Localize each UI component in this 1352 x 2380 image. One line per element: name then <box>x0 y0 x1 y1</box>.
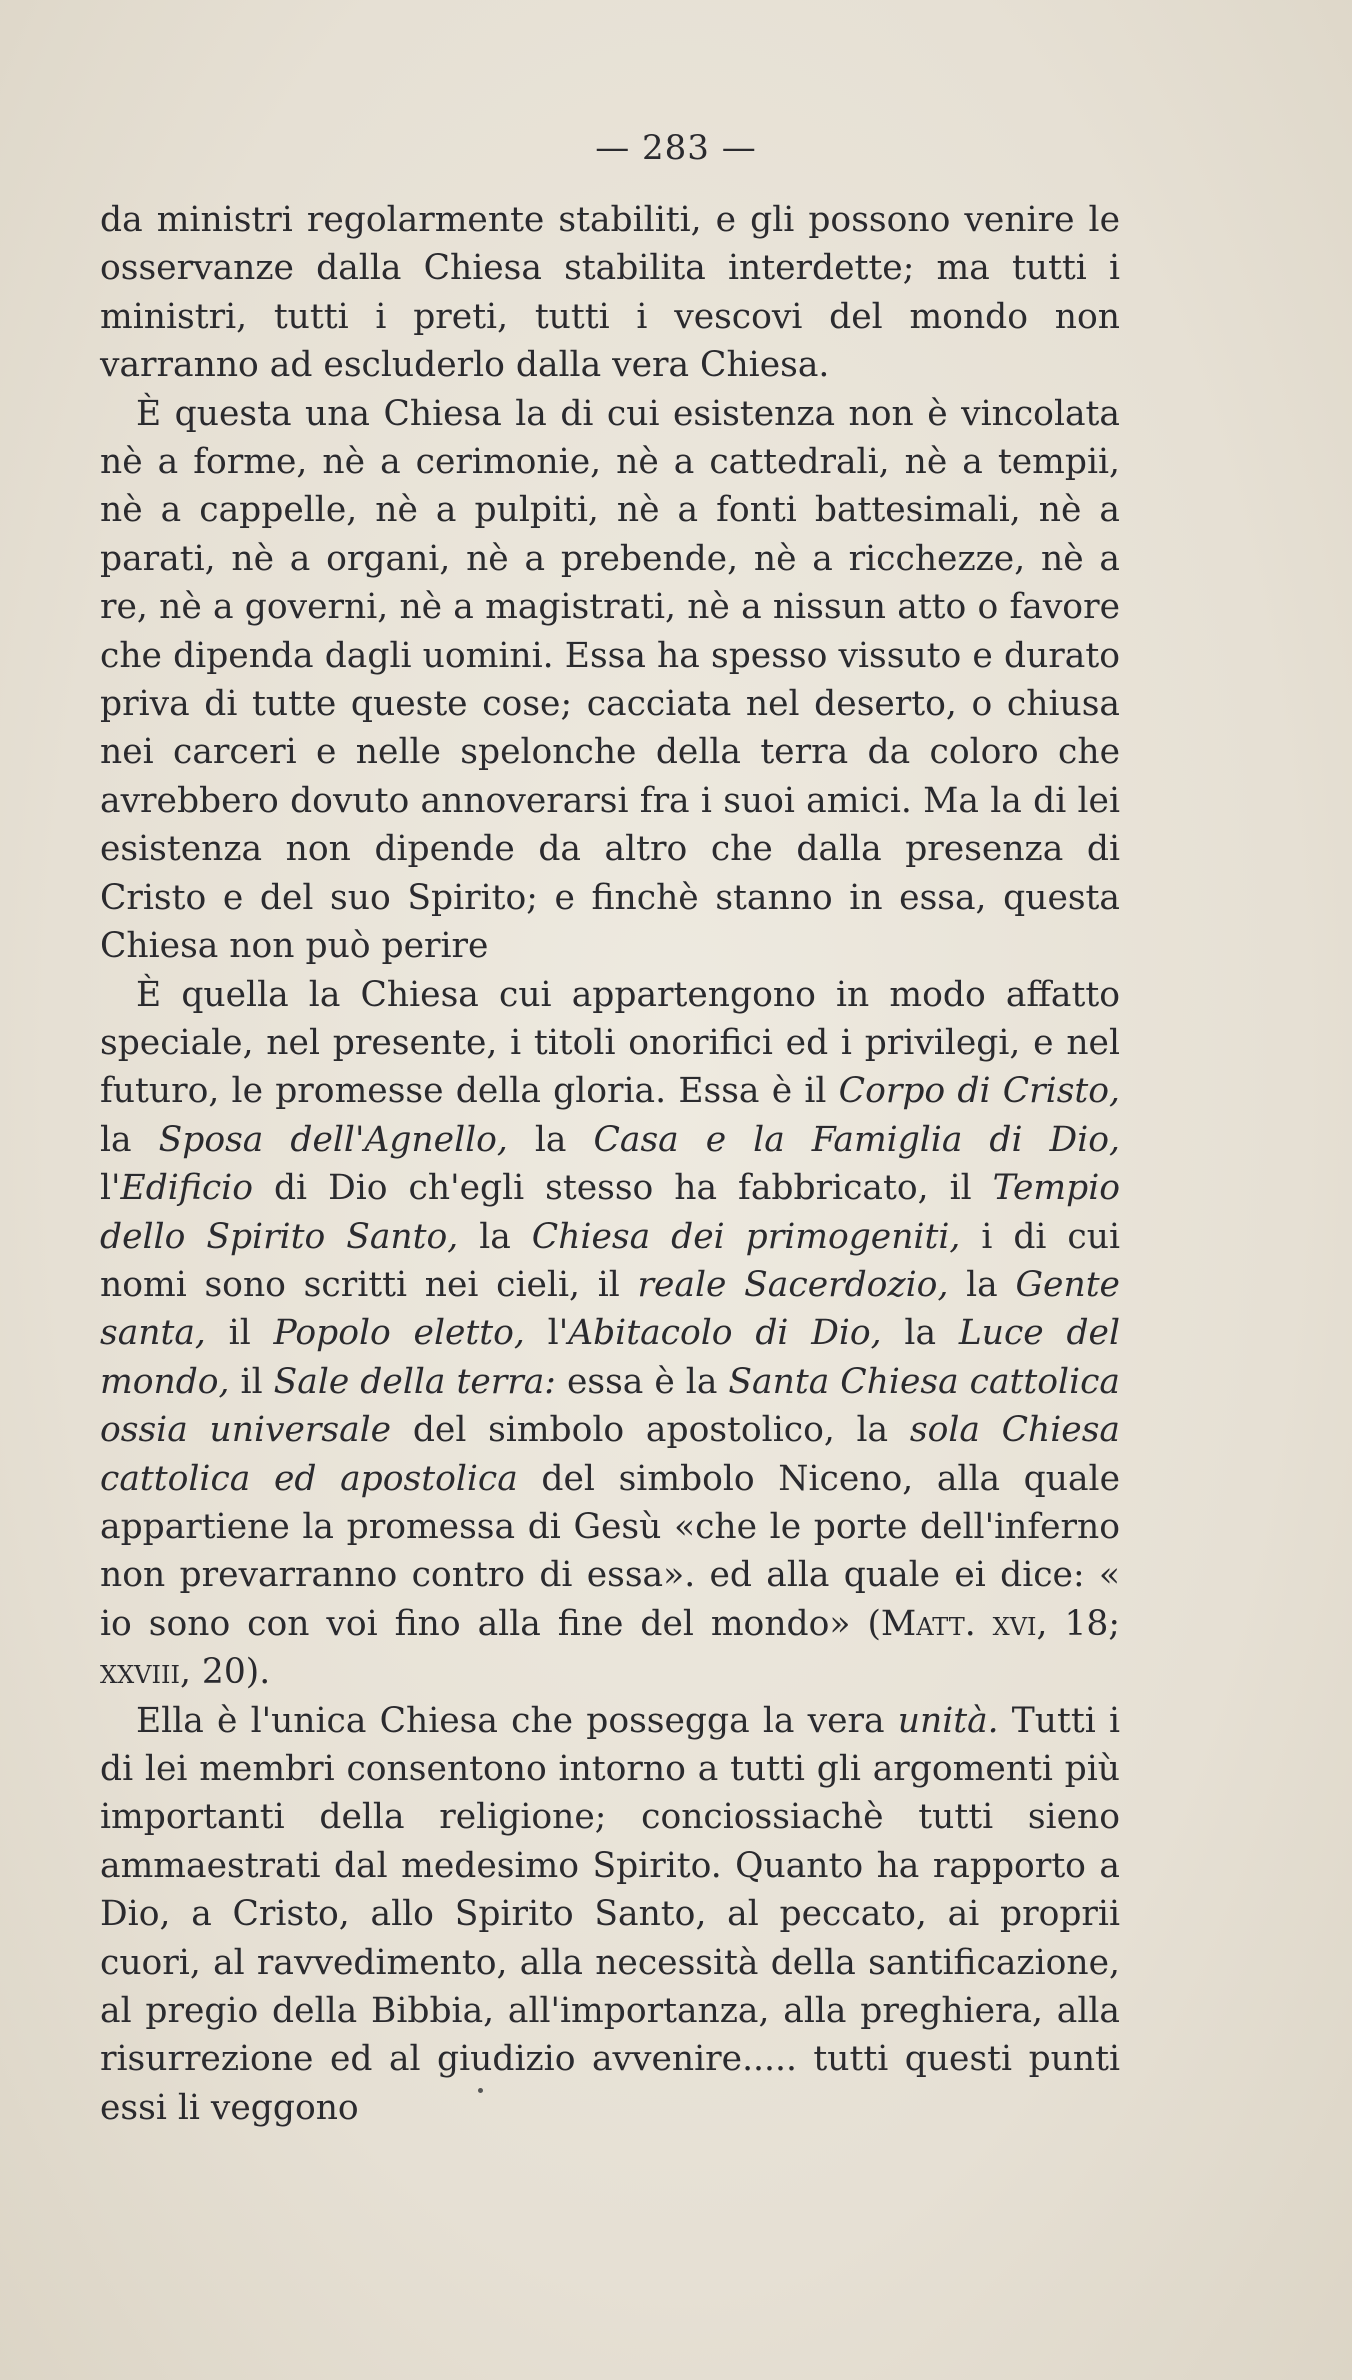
italic-run: Popolo eletto, <box>273 1313 525 1354</box>
italic-run: unità. <box>897 1700 999 1741</box>
text-run: la <box>458 1216 532 1257</box>
italic-run: Santa Chiesa cattolica ossia universale <box>100 1361 1120 1451</box>
italic-run: Gente santa, <box>100 1264 1120 1354</box>
text-run: la <box>881 1313 959 1354</box>
text-run: il <box>205 1313 274 1354</box>
italic-run: Edificio <box>120 1168 253 1209</box>
text-run: 20). <box>190 1652 271 1693</box>
paragraph-2 <box>100 390 1120 971</box>
text-run: del simbolo apostolico, la <box>391 1410 910 1451</box>
page-number: — 283 — <box>595 128 757 168</box>
italic-run: Sposa dell'Agnello, <box>158 1119 508 1160</box>
text-run: È questa una Chiesa la di cui esistenza non è vincolata nè a forme, nè a cerimonie, nè a cattedrali, nè a tempii, nè a cappelle, nè a pulpiti, nè a fonti battesimali, nè a parati, nè a organi, nè a prebende, nè a ricchezze, nè a re, nè a governi, nè a magistrati, nè a nissun atto o favore che dipenda dagli uomini. Essa ha spesso vissuto e durato priva di tutte queste cose; cacciata nel deserto, o chiusa nei carceri e nelle spelonche della terra da coloro che avrebbero dovuto annoverarsi fra i suoi amici. Ma la di lei esistenza non dipende da altro che dalla presenza di Cristo e del suo Spirito; e finchè stanno in essa, questa Chiesa non può perire <box>100 393 1120 967</box>
text-run: 18; <box>1047 1603 1120 1644</box>
small-caps-run: Matt. xvi, <box>880 1603 1048 1644</box>
italic-run: Tempio dello Spirito Santo, <box>100 1168 1120 1257</box>
text-run: È quella la Chiesa cui appartengono in modo affatto speciale, nel presente, i titoli onorifici ed i privilegi, e nel futuro, le promesse della gloria. Essa è il <box>100 974 1120 1112</box>
italic-run: Casa e la Famiglia di Dio, <box>593 1119 1120 1160</box>
italic-run: sola Chiesa cattolica ed apostolica <box>100 1410 1120 1499</box>
text-run: Tutti i di lei membri consentono intorno a tutti gli argomenti più importanti della religione; conciossiachè tutti sieno ammaestrati dal medesimo Spirito. Quanto ha rapporto a Dio, a Cristo, allo Spirito Santo, al peccato, ai proprii cuori, al ravvedimento, alla necessità della santificazione, al pregio della Bibbia, all'importanza, alla preghiera, alla risurrezione ed al giudizio avvenire..... tutti questi punti essi li veggono <box>100 1700 1120 2128</box>
text-run: del simbolo Niceno, alla quale appartiene la promessa di Gesù «che le porte dell'inferno non prevarranno contro di essa». ed alla quale ei dice: « io sono con voi fino alla fine del mondo» ( <box>100 1458 1120 1644</box>
text-run: l' <box>524 1313 569 1354</box>
paragraph-1 <box>100 196 1120 390</box>
italic-run: Luce del mondo, <box>100 1313 1120 1402</box>
italic-run: Sale della terra: <box>273 1361 556 1402</box>
text-run: l' <box>100 1168 121 1209</box>
text-run: di Dio ch'egli stesso ha fabbricato, il <box>252 1168 993 1209</box>
paragraph-3 <box>100 971 1120 1697</box>
italic-run: reale Sacerdozio, <box>637 1264 949 1305</box>
paragraph-4 <box>100 1697 1120 2133</box>
italic-run: Chiesa dei primogeniti, <box>531 1216 961 1257</box>
text-run: la <box>100 1119 159 1160</box>
text-run: la <box>948 1264 1016 1305</box>
italic-run: Corpo di Cristo, <box>838 1071 1121 1112</box>
text-run: i di cui nomi sono scritti nei cieli, il <box>100 1216 1120 1305</box>
text-run: la <box>507 1119 594 1160</box>
italic-run: Abitacolo di Dio, <box>568 1313 882 1354</box>
text-run: essa è la <box>555 1361 729 1402</box>
small-caps-run: xxviii, <box>100 1652 191 1693</box>
body-text <box>100 196 1120 2132</box>
text-run: il <box>229 1361 274 1402</box>
paper-speck <box>478 2088 483 2093</box>
text-run: Ella è l'unica Chiesa che possegga la vera <box>136 1700 898 1741</box>
text-run: da ministri regolarmente stabiliti, e gli possono venire le osservanze dalla Chiesa stabilita interdette; ma tutti i ministri, tutti i preti, tutti i vescovi del mondo non varranno ad escluderlo dalla vera Chiesa. <box>100 200 1120 386</box>
